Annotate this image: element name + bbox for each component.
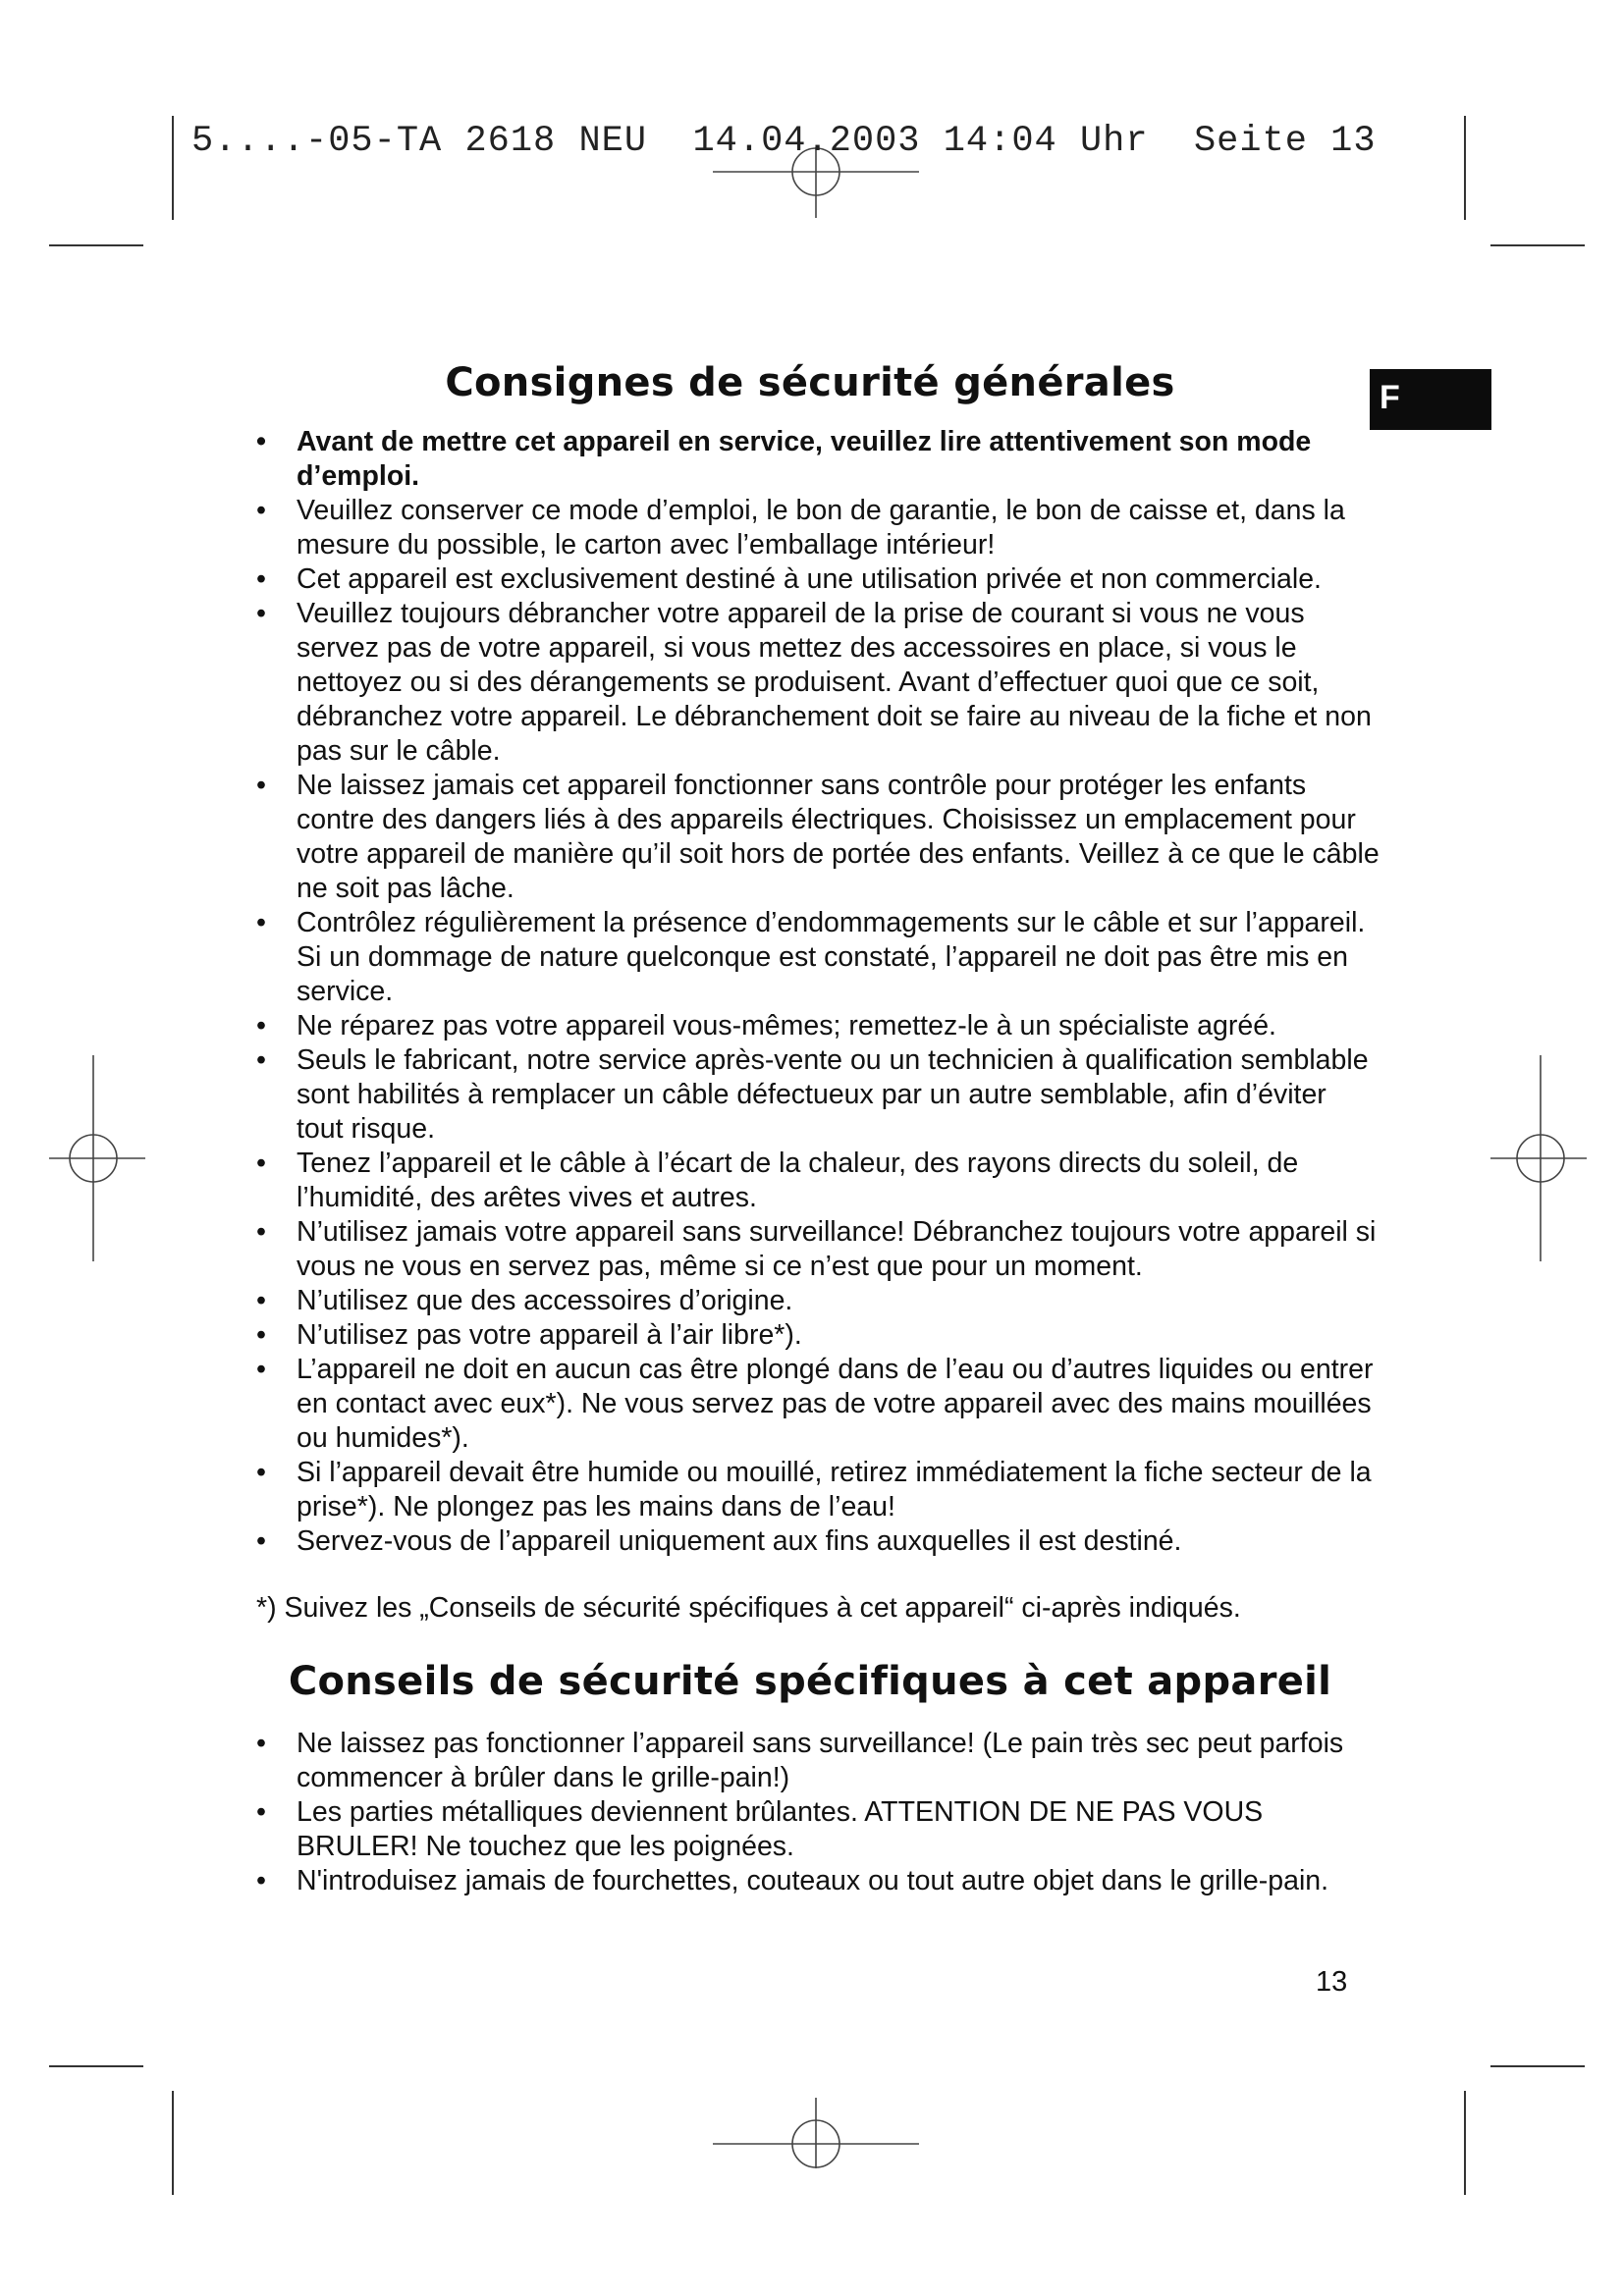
list-item: • Seuls le fabricant, notre service après-vente ou un technicien à qualification semblable sont habilités à remplacer un câble défectueux par un autre semblable, afin d’éviter tout risque. xyxy=(250,1043,1380,1147)
list-item: • N’utilisez pas votre appareil à l’air libre*). xyxy=(250,1318,1380,1353)
list-item: • N’utilisez jamais votre appareil sans surveillance! Débranchez toujours votre appareil si vous ne vous en servez pas, même si ce n’est que pour un moment. xyxy=(250,1215,1380,1284)
list-item: • Ne laissez jamais cet appareil fonctionner sans contrôle pour protéger les enfants contre des dangers liés à des appareils électriques. Choisissez un emplacement pour votre appareil de manière qu’il soit hors de portée des enfants. Veillez à ce que le câble ne soit pas lâche. xyxy=(250,769,1380,906)
list-item: • Servez-vous de l’appareil uniquement aux fins auxquelles il est destiné. xyxy=(250,1524,1380,1559)
list-item: • Si l’appareil devait être humide ou mouillé, retirez immédiatement la fiche secteur de la prise*). Ne plongez pas les mains dans de l’eau! xyxy=(250,1456,1380,1524)
list-item: • Veuillez conserver ce mode d’emploi, le bon de garantie, le bon de caisse et, dans la mesure du possible, le carton avec l’emballage intérieur! xyxy=(250,494,1380,562)
list-item: • Cet appareil est exclusivement destiné à une utilisation privée et non commerciale. xyxy=(250,562,1380,597)
registration-target-right xyxy=(1490,1055,1587,1261)
section-title-specific-safety: Conseils de sécurité spécifiques à cet appareil xyxy=(288,1659,1332,1704)
list-item: • Les parties métalliques deviennent brûlantes. ATTENTION DE NE PAS VOUS BRULER! Ne touchez que les poignées. xyxy=(250,1795,1380,1864)
list-item: • Tenez l’appareil et le câble à l’écart de la chaleur, des rayons directs du soleil, de l’humidité, des arêtes vives et autres. xyxy=(250,1147,1380,1215)
footnote: *) Suivez les „Conseils de sécurité spécifiques à cet appareil“ ci-après indiqués. xyxy=(256,1592,1241,1624)
list-item: • Ne laissez pas fonctionner l’appareil sans surveillance! (Le pain très sec peut parfois commencer à brûler dans le grille-pain!) xyxy=(250,1727,1380,1795)
specific-safety-list xyxy=(250,1727,1380,1898)
list-item: • Avant de mettre cet appareil en service, veuillez lire attentivement son mode d’emploi. xyxy=(250,425,1380,494)
section-title-general-safety: Consignes de sécurité générales xyxy=(445,360,1175,405)
language-tab: F xyxy=(1370,369,1491,430)
list-item: • N'introduisez jamais de fourchettes, couteaux ou tout autre objet dans le grille-pain. xyxy=(250,1864,1380,1898)
list-item: • Ne réparez pas votre appareil vous-mêmes; remettez-le à un spécialiste agréé. xyxy=(250,1009,1380,1043)
registration-target-left xyxy=(49,1055,145,1261)
general-safety-list xyxy=(250,425,1380,1559)
list-item: • N’utilisez que des accessoires d’origine. xyxy=(250,1284,1380,1318)
list-item: • Contrôlez régulièrement la présence d’endommagements sur le câble et sur l’appareil. Si un dommage de nature quelconque est constaté, l’appareil ne doit pas être mis en service. xyxy=(250,906,1380,1009)
page-number: 13 xyxy=(1316,1966,1348,1998)
list-item: • L’appareil ne doit en aucun cas être plongé dans de l’eau ou d’autres liquides ou entrer en contact avec eux*). Ne vous servez pas de votre appareil avec des mains mouillées ou humides*). xyxy=(250,1353,1380,1456)
print-slug-header: 5....-05-TA 2618 NEU 14.04.2003 14:04 Uhr Seite 13 xyxy=(191,121,1377,162)
registration-target-bottom xyxy=(713,2098,919,2168)
list-item: • Veuillez toujours débrancher votre appareil de la prise de courant si vous ne vous servez pas de votre appareil, si vous mettez des accessoires en place, si vous le nettoyez ou si des dérangements se produisent. Avant d’effectuer quoi que ce soit, débranchez votre appareil. Le débranchement doit se faire au niveau de la fiche et non pas sur le câble. xyxy=(250,597,1380,769)
